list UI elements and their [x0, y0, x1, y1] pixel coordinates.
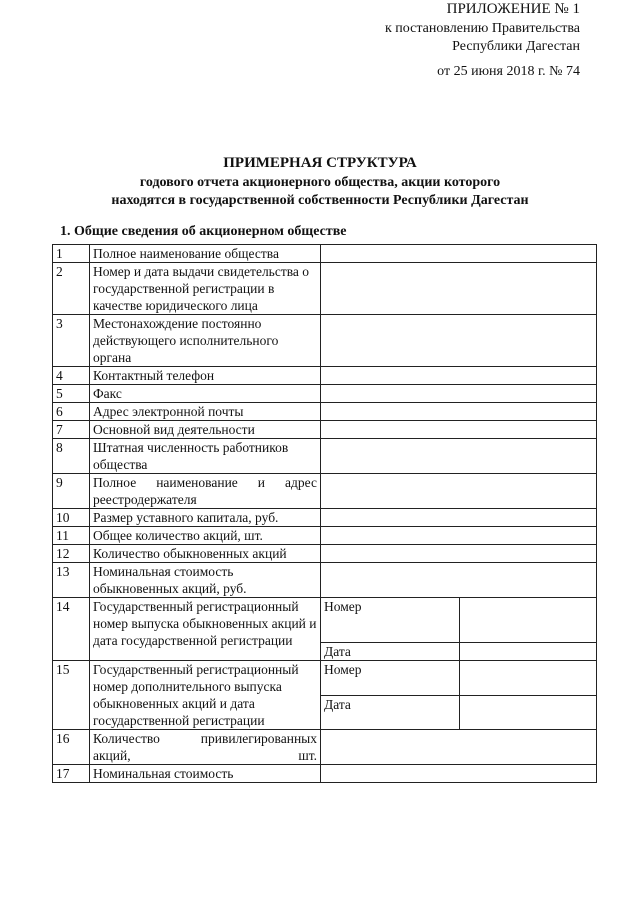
- row-number: 9: [53, 474, 90, 509]
- value-cell: [321, 367, 597, 385]
- date-subcell: Дата: [321, 643, 460, 661]
- table-row: [53, 545, 597, 563]
- row-number: 7: [53, 421, 90, 439]
- row-label: Общее количество акций, шт.: [90, 527, 321, 545]
- annex-republic: Республики Дагестан: [452, 39, 580, 54]
- value-cell: [321, 474, 597, 509]
- table-row: [53, 421, 597, 439]
- value-cell: [321, 765, 597, 783]
- row-label: Размер уставного капитала, руб.: [90, 509, 321, 527]
- document-subtitle-line2: находятся в государственной собственности Республики Дагестан: [111, 193, 529, 208]
- value-cell: [321, 263, 597, 315]
- row-label: Номер и дата выдачи свидетельства о государственной регистрации в качестве юридического лица: [90, 263, 321, 315]
- table-row: [53, 385, 597, 403]
- value-cell: [460, 643, 597, 661]
- table-row: [53, 765, 597, 783]
- table-row: [53, 598, 597, 643]
- value-cell: [321, 315, 597, 367]
- table-row: [53, 367, 597, 385]
- row-label: Штатная численность работников общества: [90, 439, 321, 474]
- row-number: 8: [53, 439, 90, 474]
- row-number: 1: [53, 245, 90, 263]
- row-number: 17: [53, 765, 90, 783]
- table-row: [53, 263, 597, 315]
- general-info-table: [52, 244, 597, 783]
- row-label: Основной вид деятельности: [90, 421, 321, 439]
- row-label: Адрес электронной почты: [90, 403, 321, 421]
- annex-number: ПРИЛОЖЕНИЕ № 1: [446, 1, 580, 17]
- number-subcell: Номер: [321, 661, 460, 696]
- number-subcell: Номер: [321, 598, 460, 643]
- row-number: 4: [53, 367, 90, 385]
- row-label: Полное наименование и адрес реестродержателя: [90, 474, 321, 509]
- row-label: Государственный регистрационный номер выпуска обыкновенных акций и дата государственной регистрации: [90, 598, 321, 661]
- row-number: 13: [53, 563, 90, 598]
- value-cell: [460, 598, 597, 643]
- value-cell: [321, 439, 597, 474]
- row-label: Количество обыкновенных акций: [90, 545, 321, 563]
- document-subtitle-line1: годового отчета акционерного общества, акции которого: [139, 175, 501, 190]
- row-number: 14: [53, 598, 90, 661]
- value-cell: [321, 509, 597, 527]
- table-row: [53, 563, 597, 598]
- value-cell: [321, 527, 597, 545]
- row-number: 2: [53, 263, 90, 315]
- table-row: [53, 527, 597, 545]
- table-row: [53, 730, 597, 765]
- table-row: [53, 245, 597, 263]
- value-cell: [321, 730, 597, 765]
- table-row: [53, 661, 597, 696]
- annex-date: от 25 июня 2018 г. № 74: [437, 64, 580, 79]
- section-heading: 1. Общие сведения об акционерном обществе: [60, 224, 347, 239]
- row-label: Факс: [90, 385, 321, 403]
- date-subcell: Дата: [321, 695, 460, 730]
- table-row: [53, 439, 597, 474]
- table-row: [53, 403, 597, 421]
- row-number: 15: [53, 661, 90, 730]
- value-cell: [321, 421, 597, 439]
- table-row: [53, 315, 597, 367]
- row-label: Номинальная стоимость: [90, 765, 321, 783]
- row-label: Государственный регистрационный номер дополнительного выпуска обыкновенных акций и дата государственной регистрации: [90, 661, 321, 730]
- annex-resolution: к постановлению Правительства: [384, 21, 580, 36]
- table-row: [53, 509, 597, 527]
- value-cell: [321, 245, 597, 263]
- value-cell: [460, 661, 597, 696]
- row-label: Номинальная стоимость обыкновенных акций, руб.: [90, 563, 321, 598]
- document-title: ПРИМЕРНАЯ СТРУКТУРА: [223, 155, 417, 171]
- row-number: 6: [53, 403, 90, 421]
- row-number: 10: [53, 509, 90, 527]
- value-cell: [321, 385, 597, 403]
- row-number: 5: [53, 385, 90, 403]
- row-label: Местонахождение постоянно действующего исполнительного органа: [90, 315, 321, 367]
- row-number: 16: [53, 730, 90, 765]
- row-label: Количество привилегированных акций, шт.: [90, 730, 321, 765]
- row-number: 3: [53, 315, 90, 367]
- row-label: Контактный телефон: [90, 367, 321, 385]
- value-cell: [460, 695, 597, 730]
- row-number: 12: [53, 545, 90, 563]
- value-cell: [321, 563, 597, 598]
- value-cell: [321, 403, 597, 421]
- table-row: [53, 474, 597, 509]
- value-cell: [321, 545, 597, 563]
- row-label: Полное наименование общества: [90, 245, 321, 263]
- row-number: 11: [53, 527, 90, 545]
